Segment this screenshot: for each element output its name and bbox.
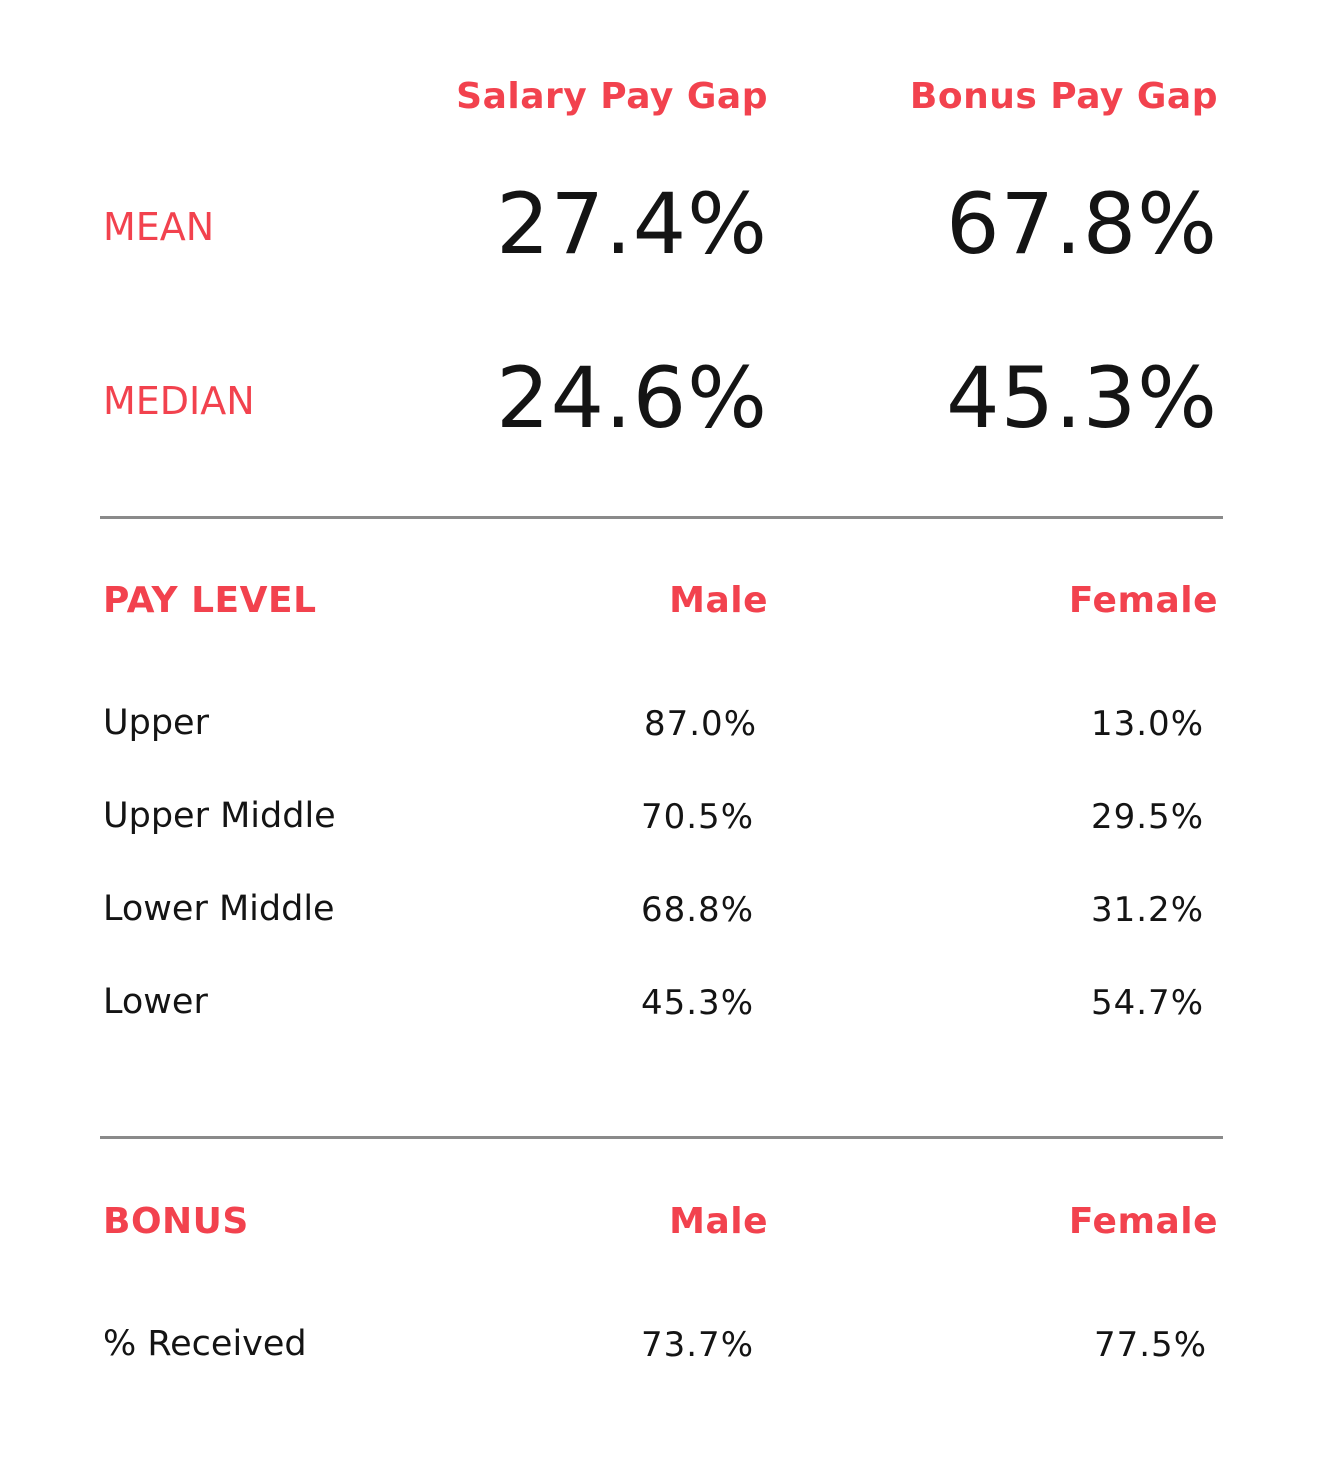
bonus-male-header: Male — [669, 1201, 768, 1242]
median-label: MEDIAN — [103, 379, 255, 423]
pay-level-row-male: 70.5% — [640, 797, 754, 837]
bonus-row-label: % Received — [103, 1324, 307, 1364]
pay-level-title: PAY LEVEL — [103, 580, 317, 621]
bonus-female-header: Female — [1068, 1201, 1218, 1242]
bonus-title: BONUS — [103, 1201, 249, 1242]
divider-top — [100, 516, 1223, 519]
mean-salary-gap: 27.4% — [496, 175, 768, 273]
median-bonus-gap: 45.3% — [946, 349, 1218, 447]
pay-level-male-header: Male — [669, 580, 768, 621]
divider-bottom — [100, 1136, 1223, 1139]
pay-level-row-male: 45.3% — [640, 983, 754, 1023]
pay-level-row-label: Lower — [103, 982, 208, 1022]
pay-level-row-male: 87.0% — [643, 704, 757, 744]
pay-level-row-female: 31.2% — [1090, 890, 1204, 930]
pay-level-row-label: Lower Middle — [103, 889, 335, 929]
bonus-row-female: 77.5% — [1093, 1325, 1207, 1365]
pay-level-row-label: Upper — [103, 703, 209, 743]
pay-level-row-female: 54.7% — [1090, 983, 1204, 1023]
salary-pay-gap-header: Salary Pay Gap — [456, 76, 768, 117]
pay-level-female-header: Female — [1068, 580, 1218, 621]
pay-level-row-male: 68.8% — [640, 890, 754, 930]
bonus-row-male: 73.7% — [640, 1325, 754, 1365]
pay-level-row-female: 29.5% — [1090, 797, 1204, 837]
pay-level-row-label: Upper Middle — [103, 796, 336, 836]
pay-level-row-female: 13.0% — [1090, 704, 1204, 744]
mean-label: MEAN — [103, 205, 215, 249]
bonus-pay-gap-header: Bonus Pay Gap — [909, 76, 1218, 117]
median-salary-gap: 24.6% — [496, 349, 768, 447]
mean-bonus-gap: 67.8% — [946, 175, 1218, 273]
